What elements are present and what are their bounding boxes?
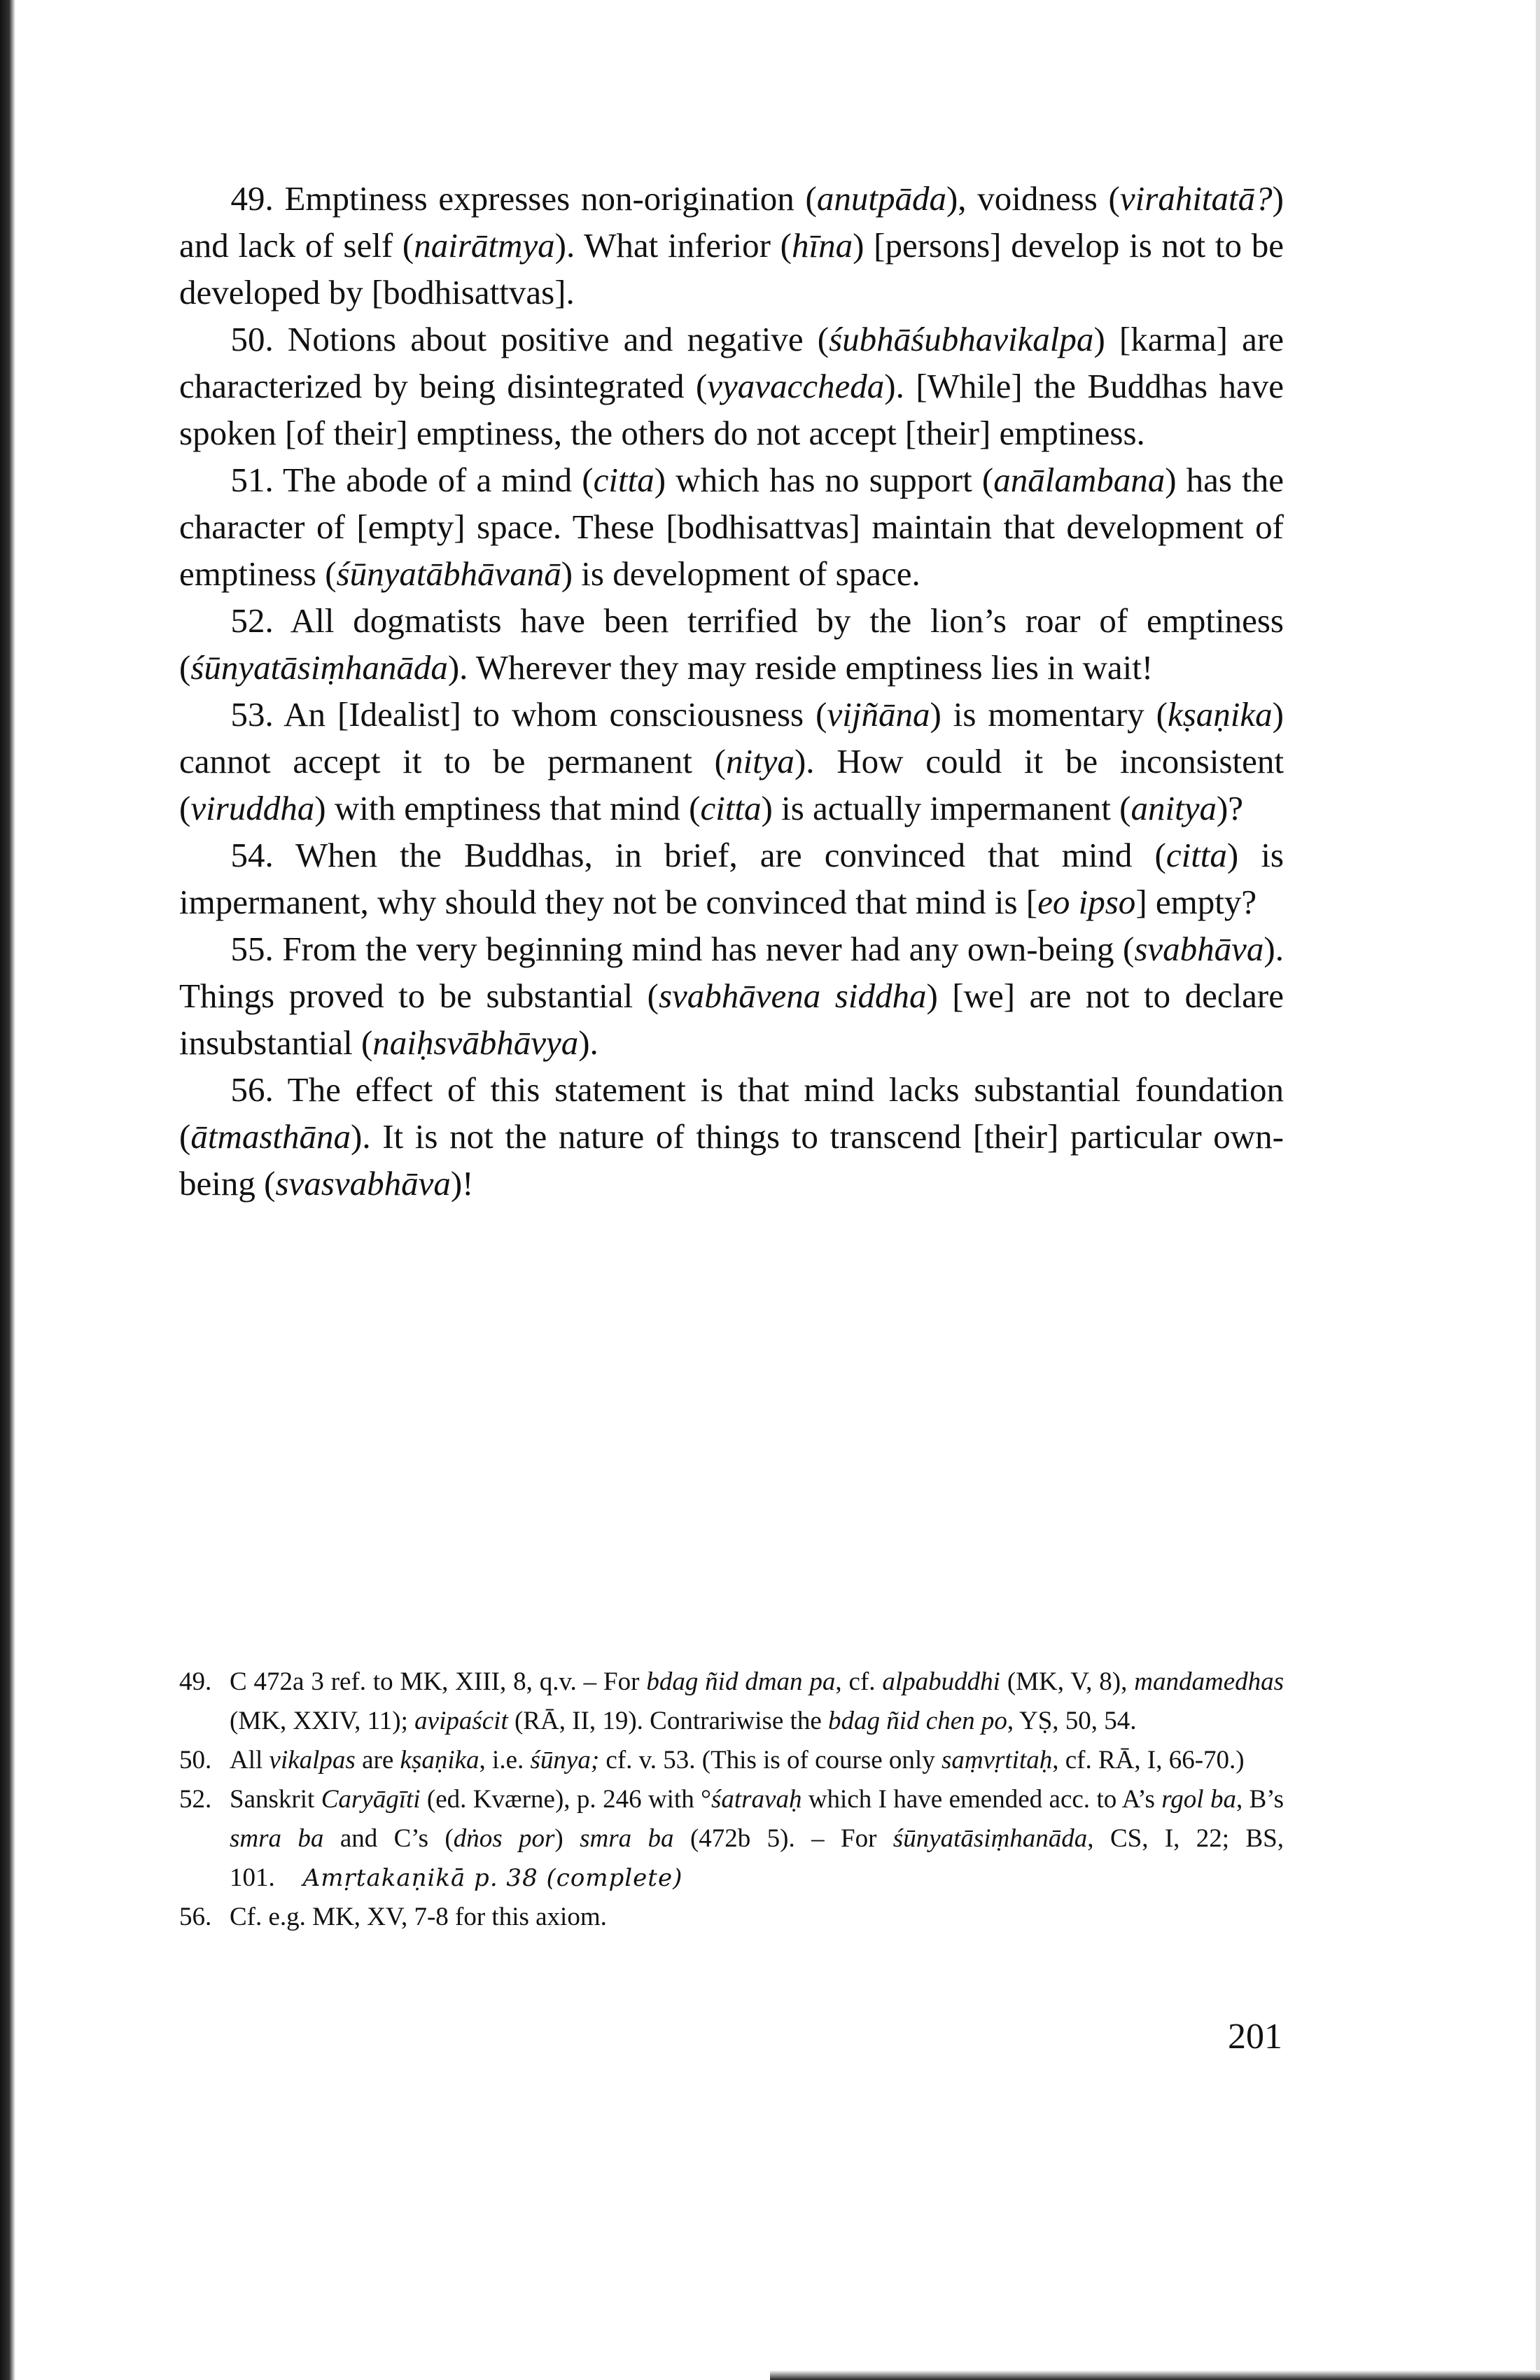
italic-term: viruddha bbox=[190, 789, 315, 827]
italic-term: alpabuddhi bbox=[882, 1667, 1000, 1696]
text-run: ) is impermanent, why should they not be convinced that mind is [ bbox=[179, 836, 1284, 921]
text-run: (MK, V, 8), bbox=[1000, 1667, 1135, 1696]
text-run: ). Things proved to be substantial ( bbox=[179, 930, 1284, 1015]
footnote bbox=[179, 1780, 1284, 1898]
text-run: ). Wherever they may reside emptiness lies in wait! bbox=[447, 648, 1154, 687]
text-run: ) is momentary ( bbox=[930, 695, 1168, 734]
verse-paragraph bbox=[179, 175, 1284, 316]
text-run: )! bbox=[450, 1164, 474, 1203]
text-run: ) [karma] are characterized by being disintegrated ( bbox=[179, 320, 1284, 405]
text-run: and C’s ( bbox=[323, 1824, 454, 1853]
text-run: (RĀ, II, 19). Contrariwise the bbox=[507, 1707, 828, 1735]
footnote bbox=[179, 1662, 1284, 1741]
italic-term: naiḥsvābhāvya bbox=[372, 1023, 579, 1062]
italic-term: ātmasthāna bbox=[190, 1117, 351, 1156]
verse-paragraph bbox=[179, 456, 1284, 597]
italic-term: saṃvṛtitaḥ bbox=[941, 1746, 1053, 1774]
verse-paragraph bbox=[179, 925, 1284, 1066]
text-run: 54. When the Buddhas, in brief, are convinced that mind ( bbox=[230, 836, 1166, 874]
verse-paragraph bbox=[179, 316, 1284, 456]
scan-edge-bottom bbox=[770, 2370, 1540, 2380]
italic-term: anālambana bbox=[993, 461, 1166, 499]
italic-term: vijñāna bbox=[827, 695, 930, 734]
text-run: ), voidness ( bbox=[946, 179, 1120, 218]
text-run: ) [we] are not to declare insubstantial ( bbox=[179, 976, 1284, 1062]
text-run: ) is development of space. bbox=[561, 554, 920, 593]
italic-term: smra ba bbox=[580, 1824, 674, 1853]
text-run: ). What inferior ( bbox=[554, 226, 792, 265]
italic-term: śūnyatābhāvanā bbox=[336, 554, 561, 593]
italic-term: citta bbox=[1166, 836, 1227, 874]
italic-term: mandamedhas bbox=[1134, 1667, 1284, 1696]
italic-term: svabhāvena siddha bbox=[658, 976, 927, 1015]
text-run: 52. All dogmatists have been terrified by the lion’s roar of emptiness ( bbox=[179, 601, 1284, 687]
text-run: 49. Emptiness expresses non-origination ( bbox=[230, 179, 817, 218]
footnote-number: 50. bbox=[179, 1746, 212, 1774]
verse-paragraph bbox=[179, 597, 1284, 691]
scan-edge-right bbox=[1536, 0, 1540, 2380]
text-run: ). How could it be inconsistent ( bbox=[179, 742, 1284, 827]
text-run: ) cannot accept it to be permanent ( bbox=[179, 695, 1284, 780]
italic-term: śūnyatāsiṃhanāda bbox=[892, 1824, 1088, 1853]
text-run: ). bbox=[578, 1023, 598, 1062]
italic-term: dṅos por bbox=[453, 1824, 555, 1853]
text-run: ) [persons] develop is not to be developed by [bodhisattvas]. bbox=[179, 226, 1284, 312]
italic-term: citta bbox=[593, 461, 654, 499]
text-run: ] empty? bbox=[1135, 883, 1257, 921]
scan-edge-left bbox=[0, 0, 15, 2380]
text-run: ). It is not the nature of things to transcend [their] particular own-being ( bbox=[179, 1117, 1284, 1203]
text-run: Cf. e.g. MK, XV, 7-8 for this axiom. bbox=[230, 1903, 607, 1931]
handwritten-annotation: Amṛtakaṇikā p. 38 (complete) bbox=[302, 1864, 683, 1892]
text-run: ) has the character of [empty] space. These [bodhisattvas] maintain that development of emptiness ( bbox=[179, 461, 1284, 593]
text-run: , YṢ, 50, 54. bbox=[1007, 1707, 1137, 1735]
page-number: 201 bbox=[1228, 2017, 1282, 2057]
text-run: (MK, XXIV, 11); bbox=[230, 1707, 415, 1735]
text-run: ) and lack of self ( bbox=[179, 179, 1284, 265]
italic-term: smra ba bbox=[230, 1824, 324, 1853]
italic-term: virahitatā? bbox=[1119, 179, 1273, 218]
italic-term: hīna bbox=[791, 226, 853, 265]
text-run: ) which has no support ( bbox=[654, 461, 994, 499]
text-run: (ed. Kværne), p. 246 with ° bbox=[420, 1785, 711, 1814]
footnote bbox=[179, 1898, 1284, 1937]
italic-term: nitya bbox=[725, 742, 794, 780]
text-run: ). [While] the Buddhas have spoken [of their] emptiness, the others do not accept [their] emptiness. bbox=[179, 367, 1284, 452]
italic-term: citta bbox=[700, 789, 762, 827]
italic-term: anitya bbox=[1130, 789, 1217, 827]
text-run: , cf. RĀ, I, 66-70.) bbox=[1052, 1746, 1245, 1774]
italic-term: anutpāda bbox=[816, 179, 946, 218]
footnote-number: 52. bbox=[179, 1785, 212, 1814]
text-run: C 472a 3 ref. to MK, XIII, 8, q.v. – For bbox=[230, 1667, 647, 1696]
text-run: , CS, I, 22; BS, 101. bbox=[230, 1824, 1284, 1892]
verse-paragraph bbox=[179, 832, 1284, 925]
text-run: , i.e. bbox=[479, 1746, 531, 1774]
italic-term: śūnyatāsiṃhanāda bbox=[190, 648, 448, 687]
text-run: All bbox=[230, 1746, 270, 1774]
text-run: (472b 5). – For bbox=[673, 1824, 893, 1853]
text-run: 50. Notions about positive and negative ( bbox=[230, 320, 830, 358]
footnote-number: 49. bbox=[179, 1667, 212, 1696]
text-run: 53. An [Idealist] to whom consciousness ( bbox=[230, 695, 827, 734]
italic-term: kṣaṇika bbox=[1167, 695, 1273, 734]
italic-term: bdag ñid dman pa bbox=[646, 1667, 836, 1696]
footnote-number: 56. bbox=[179, 1903, 212, 1931]
text-run: ) with emptiness that mind ( bbox=[314, 789, 701, 827]
verse-paragraph bbox=[179, 691, 1284, 832]
text-run: Sanskrit bbox=[230, 1785, 321, 1814]
text-run: 55. From the very beginning mind has never had any own-being ( bbox=[230, 930, 1135, 968]
italic-term: śatravaḥ bbox=[710, 1785, 802, 1814]
text-run: cf. v. 53. (This is of course only bbox=[599, 1746, 941, 1774]
italic-term: svabhāva bbox=[1134, 930, 1264, 968]
italic-term: avipaścit bbox=[414, 1707, 508, 1735]
italic-term: vyavaccheda bbox=[707, 367, 885, 405]
italic-term: kṣaṇika bbox=[400, 1746, 479, 1774]
text-run: which I have emended acc. to A’s bbox=[802, 1785, 1162, 1814]
verse-paragraph bbox=[179, 1066, 1284, 1207]
text-run: ) is actually impermanent ( bbox=[761, 789, 1131, 827]
text-run: ) bbox=[554, 1824, 580, 1853]
italic-term: eo ipso bbox=[1037, 883, 1136, 921]
italic-term: vikalpas bbox=[269, 1746, 356, 1774]
text-run: 56. The effect of this statement is that mind lacks substantial foundation ( bbox=[179, 1070, 1284, 1156]
italic-term: Caryāgīti bbox=[321, 1785, 421, 1814]
footnotes bbox=[179, 1662, 1284, 1937]
main-text bbox=[179, 175, 1284, 1207]
text-run: are bbox=[355, 1746, 400, 1774]
italic-term: śūnya; bbox=[530, 1746, 600, 1774]
text-run: 51. The abode of a mind ( bbox=[230, 461, 594, 499]
italic-term: śubhāśubhavikalpa bbox=[829, 320, 1094, 358]
text-run: )? bbox=[1216, 789, 1244, 827]
italic-term: bdag ñid chen po bbox=[828, 1707, 1007, 1735]
italic-term: nairātmya bbox=[414, 226, 555, 265]
text-run: , B’s bbox=[1236, 1785, 1284, 1814]
italic-term: rgol ba bbox=[1161, 1785, 1236, 1814]
footnote bbox=[179, 1741, 1284, 1780]
italic-term: svasvabhāva bbox=[275, 1164, 451, 1203]
text-run: , cf. bbox=[835, 1667, 883, 1696]
